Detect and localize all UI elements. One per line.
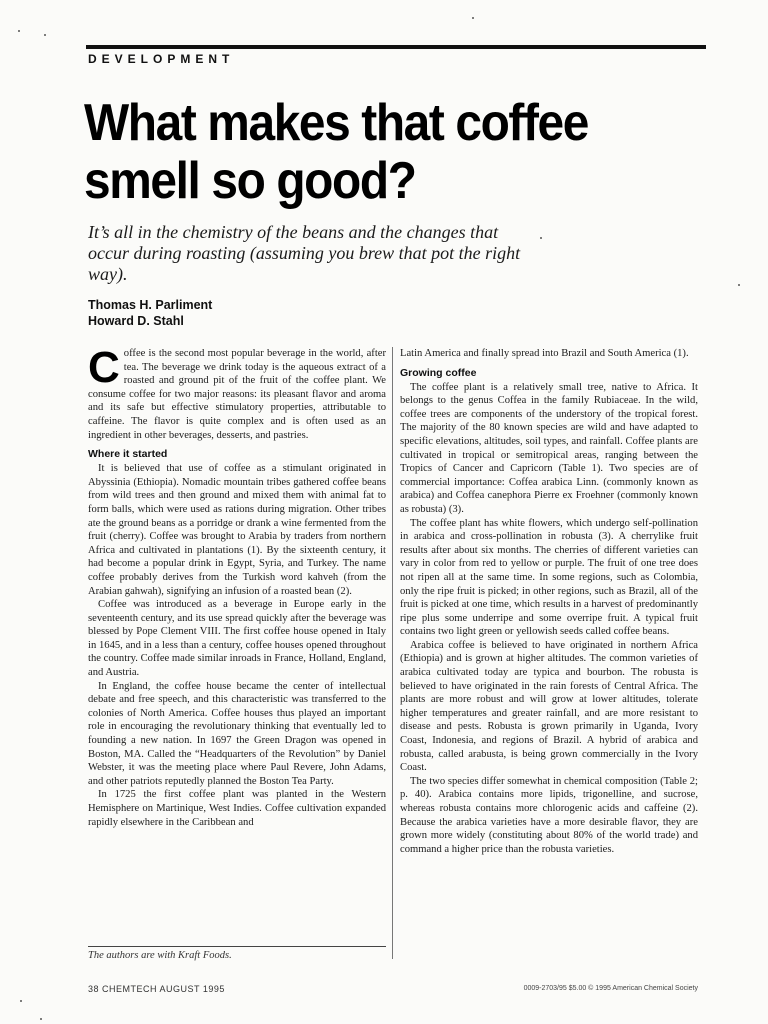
body-paragraph: Latin America and finally spread into Brazil and South America (1). <box>400 348 689 359</box>
drop-cap: C <box>88 343 120 392</box>
footnote-rule <box>88 946 386 947</box>
intro-text: offee is the second most popular beverage in the world, after tea. The beverage we drink today is the aqueous extract of a roasted and ground pit of the fruit of the coffee plant. We consume coffee for two major reasons: its pleasant flavor and aroma and its safe but effective stimulatory properties, attributable to caffeine. The flavor is quite complex and is often used as an ingredient in other beverages, desserts, and pastries. <box>88 348 386 441</box>
left-column <box>88 343 386 829</box>
body-paragraph: Arabica coffee is believed to have originated in northern Africa (Ethiopia) and is grown at higher altitudes. The common varieties of arabica cultivated today are typica and bourbon. The robusta is believed to have originated in the rain forests of Central Africa. The plants are more robust and will grow at lower altitudes, tolerate higher temperatures and greater rainfall, and are more resistant to disease and pests. Robusta is grown primarily in Uganda, Ivory Coast, Indonesia, and regions of Brazil. A hybrid of arabica and robusta, called arabusta, is being grown commercially in the Ivory Coast. <box>400 639 698 774</box>
body-paragraph: In England, the coffee house became the center of intellectual debate and free speech, and this characteristic was transferred to the colonies of North America. Coffee houses thus played an important role in encouraging the revolutionary thinking that eventually led to founding a new nation. In 1697 the Green Dragon was opened in Boston, MA. Called the “Headquarters of the Revolution” by Daniel Webster, it was the meeting place where Paul Revere, John Adams, and other patriots reputedly planned the Boston Tea Party. <box>88 680 386 787</box>
body-paragraph: It is believed that use of coffee as a stimulant originated in Abyssinia (Ethiopia). Nomadic mountain tribes gathered coffee beans from wild trees and then ground and mixed them with animal fat to form balls, which were used as rations during migration. Other tribes ate the ground beans as a porridge or drank a wine fermented from the fruit (cherry). Coffee was brought to Arabia by traders from northern Africa and cultivated in plantations (1). By the sixteenth century, it had become a popular drink in Egypt, Syria, and Turkey. The name coffee probably derives from the Turkish word kahveh (from the Arabian gahwah), signifying an infusion of a roasted bean (2). <box>88 463 386 597</box>
body-paragraph: The coffee plant has white flowers, which undergo self-pollination in arabica and cross-pollination in robusta (3). A cherrylike fruit results after about six months. The cherries of different varieties can vary in color from red to yellow or purple. The fruit of one tree does not ripen all at the same time. In some regions, such as Colombia, only the ripe fruit is picked; in other regions, such as Brazil, all of the fruit is picked at one time, which results in a harvest of predominantly ripe plus some underripe and some overripe fruit. A typical fruit contains two light green or yellowish seeds called coffee beans. <box>400 517 698 638</box>
body-paragraph: Coffee was introduced as a beverage in Europe early in the seventeenth century, and its use spread quickly after the beverage was blessed by Pope Clement VIII. The first coffee house opened in Italy in 1645, and in a less than a century, coffee houses opened throughout the country. Coffee made similar inroads in France, Holland, England, and Austria. <box>88 599 386 679</box>
author-list <box>88 297 212 329</box>
author-name: Howard D. Stahl <box>88 314 184 328</box>
scan-speck <box>20 1000 22 1002</box>
scan-speck <box>540 237 542 239</box>
title-line-2: smell so good? <box>84 152 416 210</box>
title-line-1: What makes that coffee <box>84 94 588 152</box>
body-paragraph: The two species differ somewhat in chemical composition (Table 2; p. 40). Arabica contains more lipids, trigonelline, and sucrose, whereas robusta contains more chlorogenic acids and caffeine (2). Because the arabica varieties have a more desirable flavor, they are grown more widely (constituting about 80% of the world trade) and command a higher price than the robusta varieties. <box>400 775 698 855</box>
section-label: DEVELOPMENT <box>88 52 235 66</box>
header-rule <box>86 45 706 49</box>
author-name: Thomas H. Parliment <box>88 298 213 312</box>
body-paragraph: The coffee plant is a relatively small tree, native to Africa. It belongs to the genus Coffea in the family Rubiaceae. In the wild, coffee trees are components of the understory of the tropical forest. The majority of the 80 known species are wild and have adapted to specific elevations, altitudes, soil types, and rainfall. Coffee plants are cultivated in tropical or semitropical areas, ranging between the Tropics of Cancer and Capricorn (Table 1). Two species are of commercial importance: Coffea arabica Linn. (commonly known as arabica) and Coffea canephora Pierre ex Froehner (commonly known as robusta) (3). <box>400 381 698 515</box>
scan-speck <box>738 284 740 286</box>
body-paragraph: In 1725 the first coffee plant was planted in the Western Hemisphere on Martinique, West Indies. Coffee cultivation expanded rapidly elsewhere in the Caribbean and <box>88 789 386 828</box>
page-folio: 38 CHEMTECH AUGUST 1995 <box>88 984 225 994</box>
column-divider <box>392 347 393 959</box>
right-column <box>400 347 698 856</box>
scan-speck <box>472 17 474 19</box>
scan-speck <box>18 30 20 32</box>
article-deck: It’s all in the chemistry of the beans and the changes that occur during roasting (assuming you brew that pot the right way). <box>88 222 521 284</box>
scan-speck <box>44 34 46 36</box>
article-title <box>84 94 654 210</box>
section-heading: Where it started <box>88 448 168 461</box>
intro-paragraph <box>88 343 386 442</box>
section-heading: Growing coffee <box>400 366 477 379</box>
author-affiliation-footnote: The authors are with Kraft Foods. <box>88 950 232 961</box>
scan-speck <box>40 1018 42 1020</box>
copyright-line: 0009-2703/95 $5.00 © 1995 American Chemical Society <box>523 985 698 992</box>
